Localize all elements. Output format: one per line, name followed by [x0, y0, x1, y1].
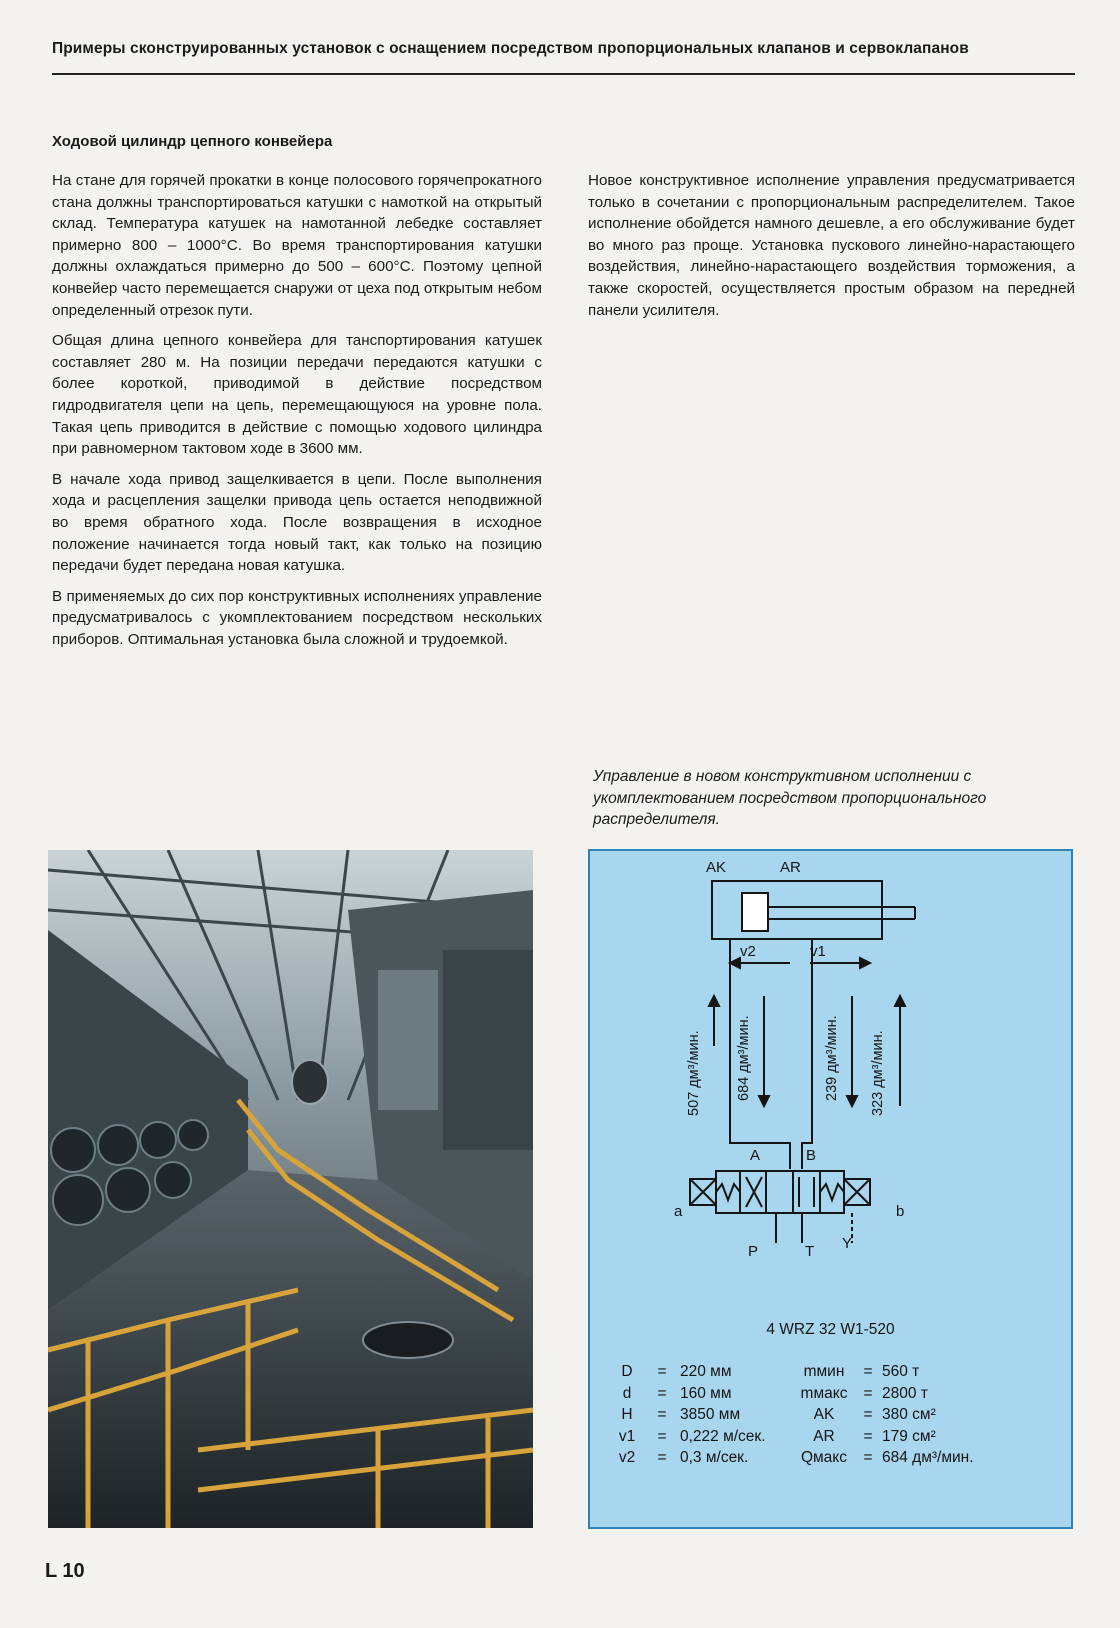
spec-row: d = 160 мм: [610, 1383, 766, 1405]
page-number: L 10: [45, 1560, 85, 1582]
hydraulic-diagram: [588, 849, 1073, 1529]
spec-value: 160 мм: [680, 1384, 732, 1402]
solenoid-a-label: a: [674, 1203, 683, 1220]
valve-model: 4 WRZ 32 W1-520: [766, 1321, 895, 1338]
spec-row: mмин = 560 т: [794, 1361, 974, 1383]
paragraph: В применяемых до сих пор конструктивных исполнениях управление предусматривалось с укомплектованием посредством нескольких приборов. Оптимальная установка была сложной и трудоемкой.: [52, 587, 542, 648]
paragraph: На стане для горячей прокатки в конце полосового горячепрокатного стана должны транспортироваться катушки с намоткой на открытый склад. Температура катушек на намотанной лебедке составляет примерно 800 – 1000°C. Во время транспортирования катушки должны охлаждаться примерно до 500 – 600°C. Поэтому цепной конвейер часто перемещается снаружи от цеха под открытым небом определенный отрезок пути.: [52, 172, 542, 319]
spec-key: Qмакс: [800, 1449, 848, 1466]
spec-row: D = 220 мм: [610, 1361, 766, 1383]
spec-value: 179 см²: [882, 1427, 936, 1445]
spec-value: 2800 т: [882, 1384, 928, 1402]
spec-list-left: [610, 1361, 766, 1469]
spec-key: v1: [618, 1427, 636, 1445]
spec-row: v1 = 0,222 м/сек.: [610, 1426, 766, 1448]
spec-key: H: [621, 1406, 633, 1423]
spec-key: v2: [618, 1449, 636, 1466]
spec-value: 220 мм: [680, 1363, 732, 1380]
spec-key: d: [622, 1384, 632, 1402]
spec-row: H = 3850 мм: [610, 1404, 766, 1426]
port-b-label: B: [806, 1147, 817, 1164]
flow-label-507: 507 дм³/мин.: [686, 1030, 702, 1116]
paragraph: В начале хода привод защелкивается в цепи. После выполнения хода и расцепления защелки привода цепь остается неподвижной во время обратного хода. После возвращения в исходное положение начинается тогда новый такт, как только на позицию передачи будет передана новая катушка.: [52, 470, 542, 575]
label-ar: AR: [780, 859, 801, 876]
spec-row: v2 = 0,3 м/сек.: [610, 1447, 766, 1469]
section-title: Ходовой цилиндр цепного конвейера: [52, 133, 333, 150]
spec-row: AR = 179 см²: [794, 1426, 974, 1448]
header-rule: [52, 73, 1075, 75]
spec-row: mмакс = 2800 т: [794, 1383, 974, 1405]
flow-label-239: 239 дм³/мин.: [824, 1015, 840, 1101]
right-text-column: [588, 170, 1075, 330]
left-text-column: [52, 170, 542, 659]
spec-value: 0,3 м/сек.: [680, 1449, 749, 1466]
factory-photo: [48, 850, 533, 1528]
spec-key: AR: [813, 1427, 835, 1445]
flow-label-323: 323 дм³/мин.: [870, 1030, 886, 1116]
running-header: Примеры сконструированных установок с оснащением посредством пропорциональных клапанов и сервоклапанов: [52, 40, 969, 57]
spec-value: 0,222 м/сек.: [680, 1427, 766, 1445]
label-v2: v2: [740, 943, 756, 960]
port-t-label: T: [805, 1243, 815, 1260]
spec-row: AK = 380 см²: [794, 1404, 974, 1426]
port-y-label: Y: [842, 1235, 853, 1252]
solenoid-b-label: b: [896, 1203, 905, 1220]
port-a-label: A: [750, 1147, 761, 1164]
spec-row: Qмакс = 684 дм³/мин.: [794, 1447, 974, 1469]
valve-block: [740, 1171, 820, 1213]
spec-key: D: [621, 1363, 633, 1380]
label-v1: v1: [810, 943, 826, 960]
spec-key: AK: [813, 1406, 835, 1423]
port-p-label: P: [748, 1243, 759, 1260]
spec-value: 684 дм³/мин.: [882, 1449, 974, 1466]
spec-key: mмин: [803, 1363, 845, 1380]
spec-key: mмакс: [800, 1384, 848, 1402]
spec-value: 380 см²: [882, 1406, 936, 1423]
spec-value: 3850 мм: [680, 1406, 741, 1423]
piston: [742, 893, 768, 931]
cylinder-body: [712, 881, 882, 939]
label-ak: AK: [706, 859, 727, 876]
paragraph: Общая длина цепного конвейера для танспортирования катушек составляет 280 м. На позиции передачи передаются катушки с более короткой, приводимой в действие посредством гидродвигателя цепи на цепь, перемещающуюся на уровне пола. Такая цепь приводится в действие с помощью ходового цилиндра при равномерном тактовом ходе в 3600 мм.: [52, 332, 542, 458]
flow-label-684: 684 дм³/мин.: [736, 1015, 752, 1101]
paragraph: Новое конструктивное исполнение управления предусматривается только в сочетании с пропорциональным распределителем. Такое исполнение обойдется намного дешевле, а его обслуживание будет во много раз проще. Установка пускового линейно-нарастающего воздействия, линейно-нарастающего воздействия торможения, а также скоростей, осуществляется простым образом на передней панели усилителя.: [588, 172, 1075, 319]
spec-list-right: [794, 1361, 974, 1469]
figure-caption: Управление в новом конструктивном исполнении с укомплектованием посредством пропорционального распределителя.: [593, 768, 987, 828]
spec-value: 560 т: [882, 1363, 920, 1380]
